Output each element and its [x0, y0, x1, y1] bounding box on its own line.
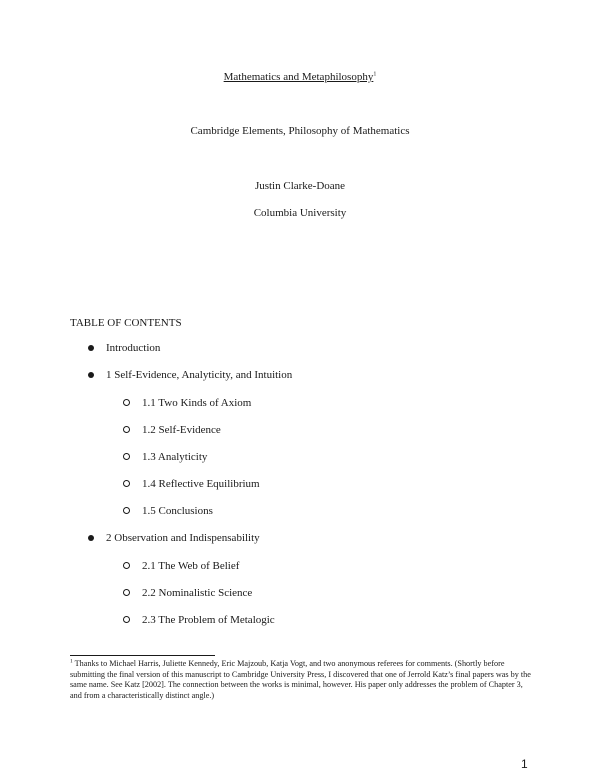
toc-item-label: 2.3 The Problem of Metalogic: [142, 614, 275, 626]
hollow-bullet-icon: [123, 507, 130, 514]
hollow-bullet-icon: [123, 616, 130, 623]
hollow-bullet-icon: [123, 589, 130, 596]
toc-item-label: 1.1 Two Kinds of Axiom: [142, 397, 252, 409]
filled-bullet-icon: [88, 535, 94, 541]
page-number: 1: [521, 757, 528, 771]
toc-item-label: 2.2 Nominalistic Science: [142, 587, 253, 599]
series-name: Cambridge Elements, Philosophy of Mathematics: [190, 125, 410, 137]
toc-item-label: 1.4 Reflective Equilibrium: [142, 478, 260, 490]
author-name: Justin Clarke-Doane: [254, 180, 346, 192]
footnote: [70, 659, 532, 701]
toc-heading: TABLE OF CONTENTS: [70, 317, 182, 329]
toc-item-label: 1.3 Analyticity: [142, 451, 208, 463]
toc-item-label: 1.5 Conclusions: [142, 505, 213, 517]
toc-item-label: Introduction: [106, 342, 161, 354]
hollow-bullet-icon: [123, 480, 130, 487]
toc-item-label: 2.1 The Web of Belief: [142, 560, 240, 572]
filled-bullet-icon: [88, 345, 94, 351]
hollow-bullet-icon: [123, 453, 130, 460]
toc-item-label: 1 Self-Evidence, Analyticity, and Intuition: [106, 369, 293, 381]
hollow-bullet-icon: [123, 562, 130, 569]
hollow-bullet-icon: [123, 426, 130, 433]
title-footnote-mark: 1: [373, 71, 377, 78]
filled-bullet-icon: [88, 372, 94, 378]
footnote-mark: 1: [70, 658, 73, 665]
author-affiliation: Columbia University: [253, 207, 347, 219]
toc-item-label: 2 Observation and Indispensability: [106, 532, 260, 544]
footnote-text: Thanks to Michael Harris, Juliette Kennedy, Eric Majzoub, Katja Vogt, and two anonymous referees for comments. (Shortly before submitting the final version of this manuscript to Cambridge University Press, I discovered that one of Jerrold Katz’s final papers was by the same name. See Katz [2002]. The connection between the works is minimal, however. His paper only addresses the problem of Chapter 3, and from a characteristically distinct angle.): [70, 659, 531, 700]
document-title-text: Mathematics and Metaphilosophy: [223, 71, 374, 83]
toc-item-label: 1.2 Self-Evidence: [142, 424, 221, 436]
document-title: [0, 70, 600, 84]
footnote-separator: [70, 655, 215, 656]
hollow-bullet-icon: [123, 399, 130, 406]
